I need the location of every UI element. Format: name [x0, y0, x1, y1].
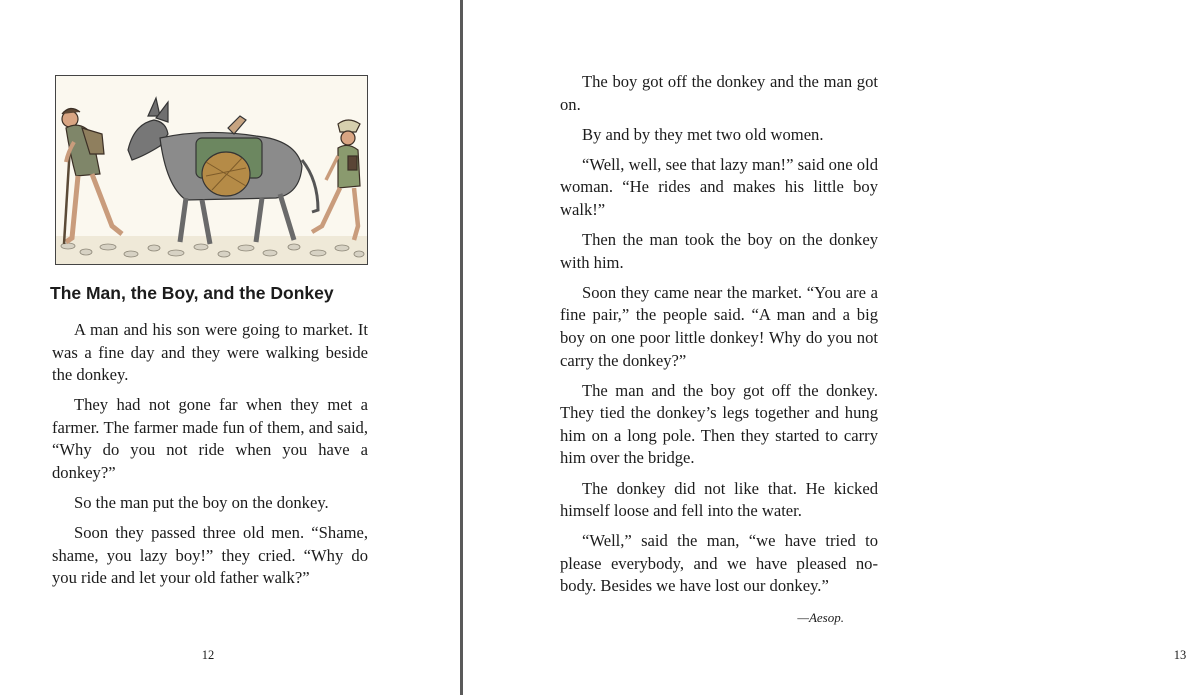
page-number-left: 12 [201, 648, 215, 662]
illustration-drawing [56, 76, 367, 264]
paragraph: “Well,” said the man, “we have tried to please everybody, and we have pleased no-body. Besides we have lost our donkey.” [560, 531, 878, 596]
attribution: —Aesop. [797, 610, 844, 625]
paragraph: The donkey did not like that. He kicked himself loose and fell into the water. [560, 478, 878, 521]
right-page-text [560, 71, 878, 598]
paragraph: Soon they passed three old men. “Shame, shame, you lazy boy!” they cried. “Why do you ride and let your old father walk?” [52, 523, 368, 588]
man-boy-donkey-illustration [55, 75, 368, 265]
paragraph: The man and the boy got off the donkey. They tied the donkey’s legs together and hung him on a long pole. Then they started to carry him over the bridge. [560, 380, 878, 468]
paragraph: “Well, well, see that lazy man!” said one old woman. “He rides and makes his little boy walk!” [560, 154, 878, 219]
paragraph: Soon they came near the market. “You are a fine pair,” the people said. “A man and a big boy on one poor little donkey! Why do you not carry the donkey?” [560, 282, 878, 370]
paragraph: Then the man took the boy on the donkey with him. [560, 230, 878, 272]
paragraph: The boy got off the donkey and the man got on. [560, 72, 878, 114]
paragraph: A man and his son were going to market. It was a fine day and they were walking beside the donkey. [52, 320, 368, 385]
left-page [0, 0, 460, 695]
paragraph: By and by they met two old women. [582, 124, 824, 144]
paragraph: They had not gone far when they met a farmer. The farmer made fun of them, and said, “Why do you not ride when you have a donkey?” [52, 395, 368, 483]
paragraph: So the man put the boy on the donkey. [74, 493, 329, 513]
left-page-text [52, 319, 368, 590]
story-title: The Man, the Boy, and the Donkey [50, 283, 334, 303]
page-number-right: 13 [1173, 648, 1187, 662]
